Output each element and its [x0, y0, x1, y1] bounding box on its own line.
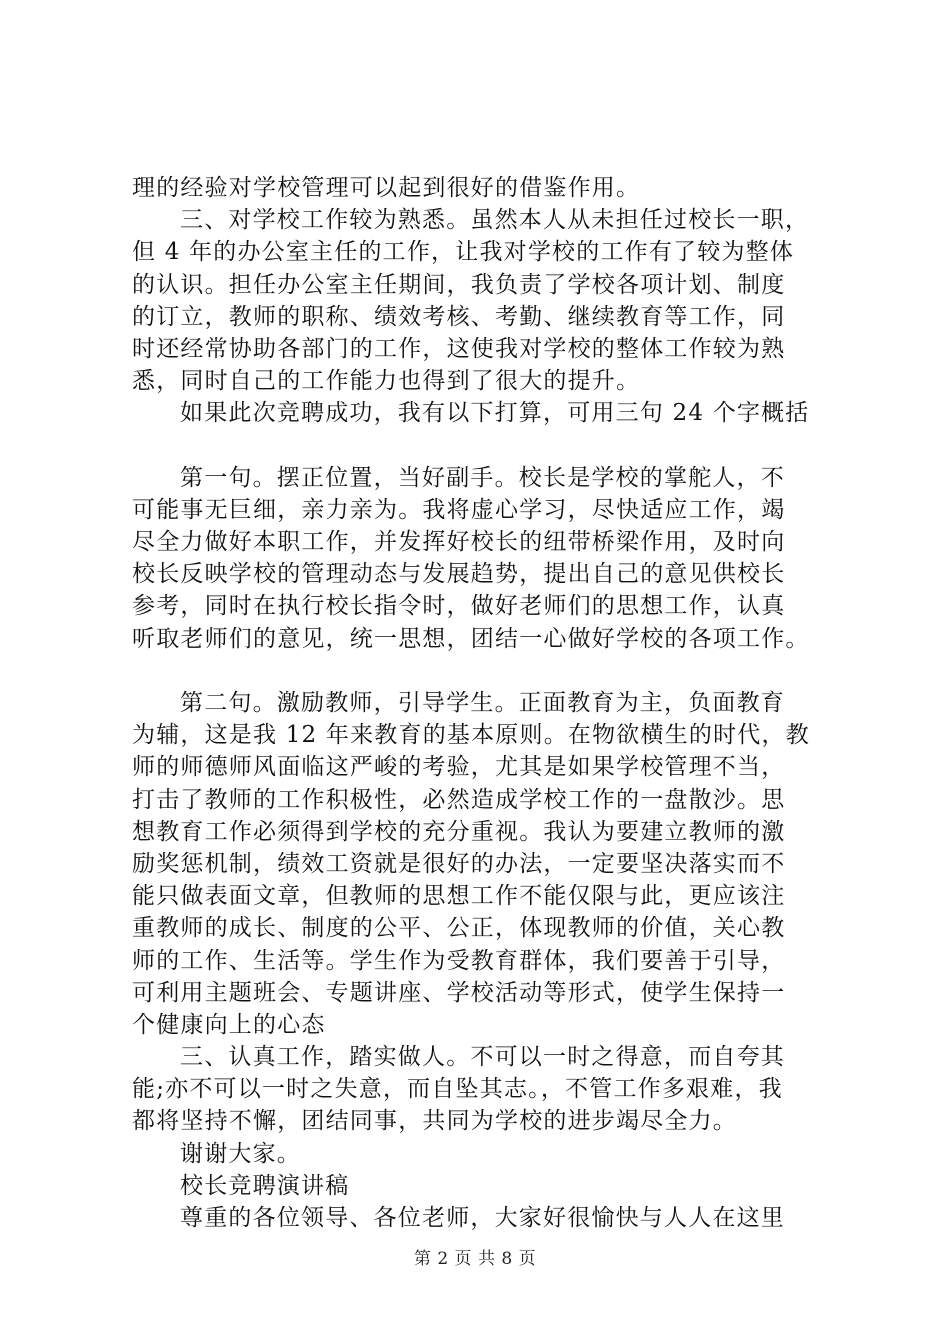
- text-line: 的认识。担任办公室主任期间，我负责了学校各项计划、制度: [132, 271, 786, 298]
- blank-line: [132, 430, 852, 462]
- text-line: 听取老师们的意见，统一思想，团结一心做好学校的各项工作。: [132, 625, 810, 652]
- text-line: 的订立，教师的职称、绩效考核、考勤、继续教育等工作，同: [132, 303, 786, 330]
- text-line: 第二句。激励教师，引导学生。正面教育为主，负面教育: [180, 690, 785, 716]
- text-line: 能;亦不可以一时之失意，而自坠其志。，不管工作多艰难，我: [132, 1076, 783, 1103]
- text-line: 可能事无巨细，亲力亲为。我将虚心学习，尽快适应工作，竭: [132, 496, 786, 523]
- text-line: 尊重的各位领导、各位老师，大家好很愉快与人人在这里: [180, 1205, 785, 1231]
- blank-line: [132, 655, 852, 687]
- text-line: 都将坚持不懈，团结同事，共同为学校的进步竭尽全力。: [132, 1108, 737, 1135]
- text-line: 个健康向上的心态: [132, 1011, 326, 1038]
- text-line: 谢谢大家。: [180, 1140, 301, 1167]
- text-line: 想教育工作必须得到学校的充分重视。我认为要建立教师的激: [132, 818, 786, 845]
- text-line: 第一句。摆正位置，当好副手。校长是学校的掌舵人，不: [180, 464, 785, 491]
- text-line: 打击了教师的工作积极性，必然造成学校工作的一盘散沙。思: [132, 786, 786, 813]
- text-line: 参考，同时在执行校长指令时，做好老师们的思想工作，认真: [132, 593, 786, 620]
- text-line: 能只做表面文章，但教师的思想工作不能仅限与此，更应该注: [132, 883, 786, 910]
- text-line: 重教师的成长、制度的公平、公正，体现教师的价值，关心教: [132, 915, 786, 942]
- text-line: 为辅，这是我 12 年来教育的基本原则。在物欲横生的时代，教: [132, 722, 810, 749]
- text-line: 悉，同时自己的工作能力也得到了很大的提升。: [132, 368, 641, 395]
- page-number-footer: 第 2 页 共 8 页: [413, 1249, 537, 1269]
- text-line: 如果此次竞聘成功，我有以下打算，可用三句 24 个字概括: [180, 400, 810, 427]
- text-line: 师的工作、生活等。学生作为受教育群体，我们要善于引导，: [132, 947, 786, 974]
- text-line: 校长反映学校的管理动态与发展趋势，提出自己的意见供校长: [132, 561, 786, 588]
- text-line: 但 4 年的办公室主任的工作，让我对学校的工作有了较为整体: [132, 239, 795, 266]
- text-line: 校长竞聘演讲稿: [180, 1172, 350, 1199]
- text-line: 励奖惩机制，绩效工资就是很好的办法，一定要坚决落实而不: [132, 850, 786, 877]
- text-line: 尽全力做好本职工作，并发挥好校长的纽带桥梁作用，及时向: [132, 529, 786, 556]
- text-line: 理的经验对学校管理可以起到很好的借鉴作用。: [132, 175, 641, 201]
- document-body: [132, 172, 852, 1234]
- text-line: 三、对学校工作较为熟悉。虽然本人从未担任过校长一职，: [180, 207, 810, 234]
- text-line: 三、认真工作，踏实做人。不可以一时之得意，而自夸其: [180, 1044, 785, 1071]
- text-line: 时还经常协助各部门的工作，这使我对学校的整体工作较为熟: [132, 335, 786, 362]
- text-line: 可利用主题班会、专题讲座、学校活动等形式，使学生保持一: [132, 979, 786, 1006]
- text-line: 师的师德师风面临这严峻的考验，尤其是如果学校管理不当，: [132, 754, 786, 781]
